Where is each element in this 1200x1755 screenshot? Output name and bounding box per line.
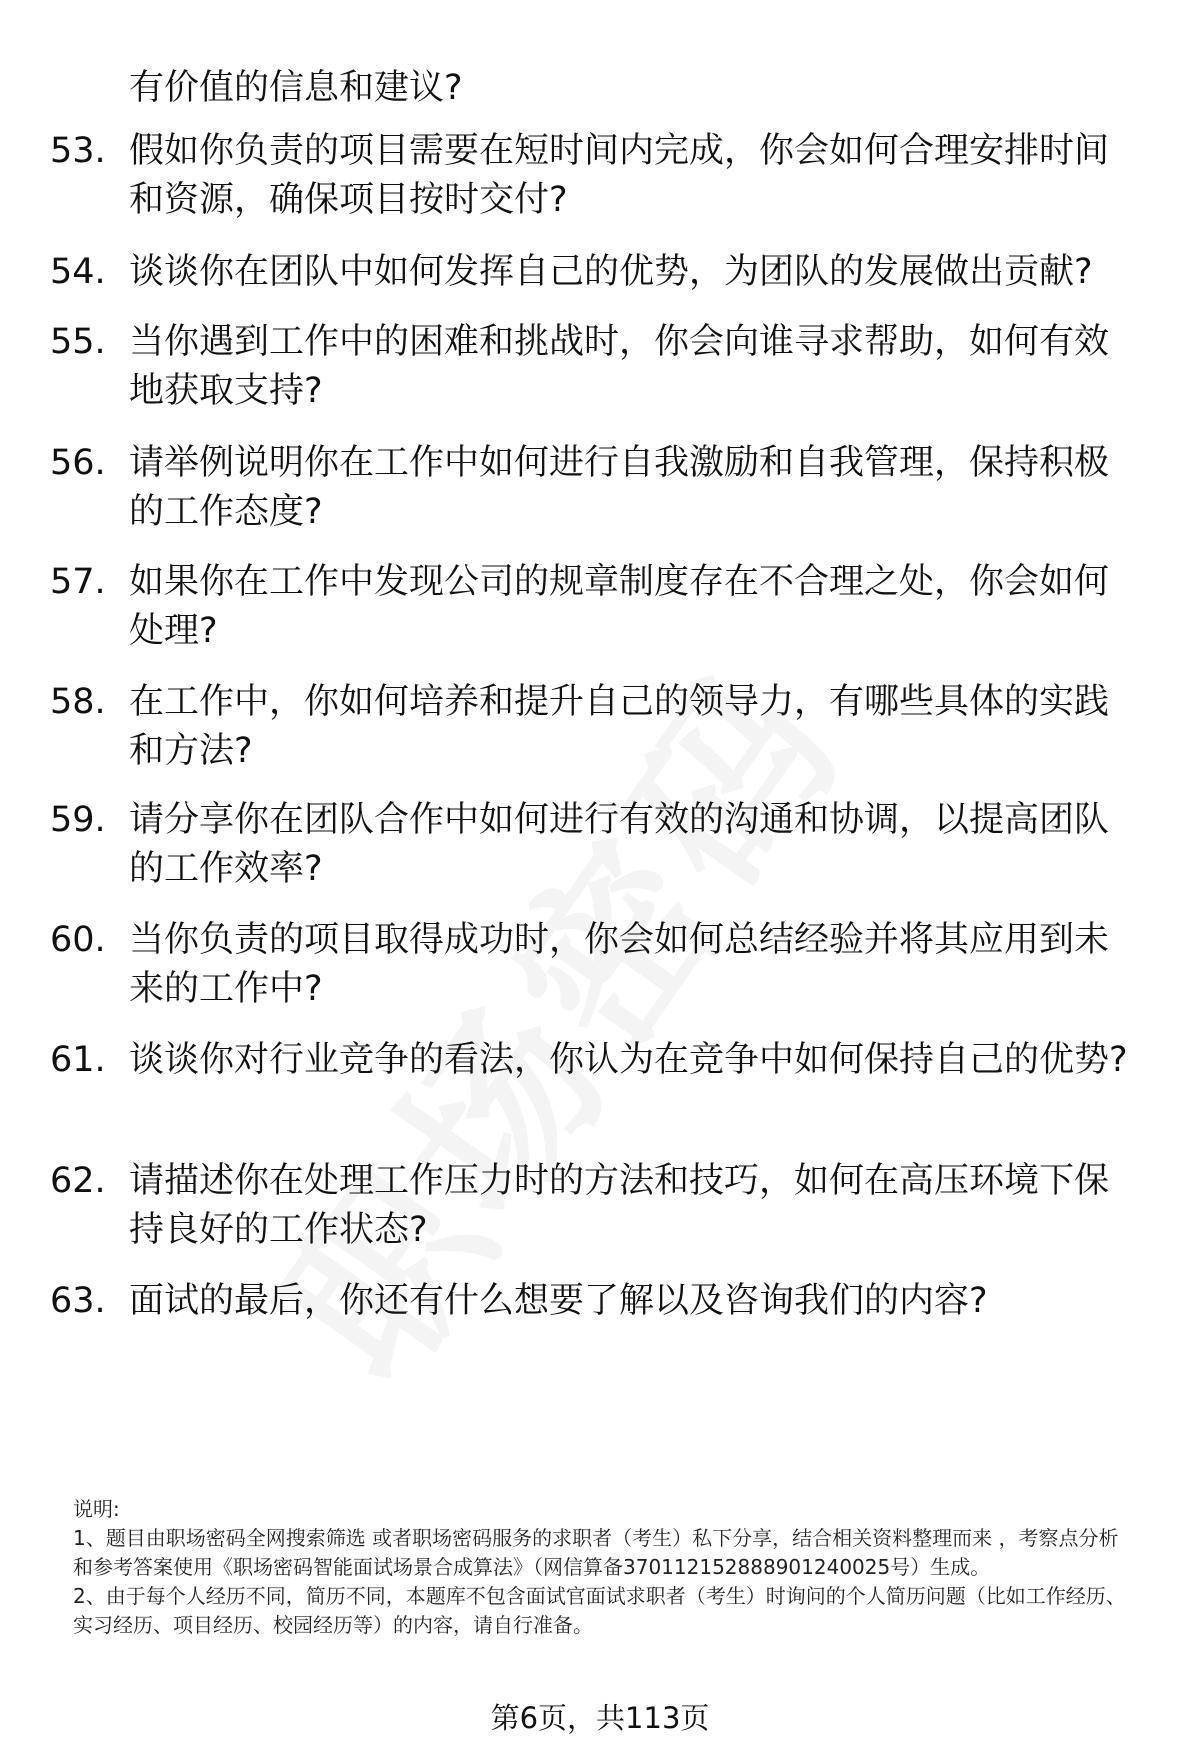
question-52-continuation: 有价值的信息和建议? [129, 68, 463, 108]
question-number: 53. [50, 131, 106, 171]
question-text: 如果你在工作中发现公司的规章制度存在不合理之处，你会如何处理? [129, 562, 1110, 651]
notes-heading: 说明: [73, 1497, 120, 1521]
question-number: 63. [50, 1281, 106, 1321]
question-number: 60. [50, 920, 106, 960]
question-59 [50, 796, 1150, 894]
notes-item-2: 2、由于每个人经历不同，简历不同，本题库不包含面试官面试求职者（考生）时询问的个人简历问题（比如工作经历、实习经历、项目经历、校园经历等）的内容，请自行准备。 [73, 1584, 1126, 1637]
question-number: 58. [50, 682, 106, 722]
question-text: 在工作中，你如何培养和提升自己的领导力，有哪些具体的实践和方法? [129, 682, 1110, 771]
question-text: 谈谈你在团队中如何发挥自己的优势，为团队的发展做出贡献? [129, 252, 1093, 292]
question-number: 56. [50, 443, 106, 483]
notes-section [73, 1495, 1133, 1640]
question-number: 54. [50, 252, 106, 292]
question-text: 请描述你在处理工作压力时的方法和技巧，如何在高压环境下保持良好的工作状态? [129, 1161, 1110, 1250]
question-56 [50, 439, 1150, 537]
question-text: 面试的最后，你还有什么想要了解以及咨询我们的内容? [129, 1281, 988, 1321]
question-text: 假如你负责的项目需要在短时间内完成，你会如何合理安排时间和资源，确保项目按时交付? [129, 131, 1110, 220]
question-54 [50, 248, 1150, 297]
question-55 [50, 318, 1150, 416]
question-text: 请举例说明你在工作中如何进行自我激励和自我管理，保持积极的工作态度? [129, 443, 1110, 532]
question-number: 55. [50, 322, 106, 362]
question-63 [50, 1277, 1150, 1326]
page-number-footer: 第6页，共113页 [490, 1701, 710, 1735]
question-text: 当你遇到工作中的困难和挑战时，你会向谁寻求帮助，如何有效地获取支持? [129, 322, 1110, 411]
question-text: 当你负责的项目取得成功时，你会如何总结经验并将其应用到未来的工作中? [129, 920, 1110, 1009]
question-number: 61. [50, 1040, 106, 1080]
question-60 [50, 916, 1150, 1014]
notes-item-1: 1、题目由职场密码全网搜索筛选 或者职场密码服务的求职者（考生）私下分享，结合相关资料整理而来 ，考察点分析和参考答案使用《职场密码智能面试场景合成算法》（网信算备370112152888901240025号）生成。 [73, 1526, 1119, 1579]
question-57 [50, 558, 1150, 656]
question-text: 谈谈你对行业竞争的看法，你认为在竞争中如何保持自己的优势? [129, 1040, 1128, 1080]
question-62 [50, 1157, 1150, 1255]
question-text: 请分享你在团队合作中如何进行有效的沟通和协调，以提高团队的工作效率? [129, 800, 1110, 889]
question-61 [50, 1036, 1150, 1085]
question-number: 57. [50, 562, 106, 602]
question-53 [50, 127, 1150, 225]
question-number: 59. [50, 800, 106, 840]
question-number: 62. [50, 1161, 106, 1201]
question-58 [50, 678, 1150, 776]
